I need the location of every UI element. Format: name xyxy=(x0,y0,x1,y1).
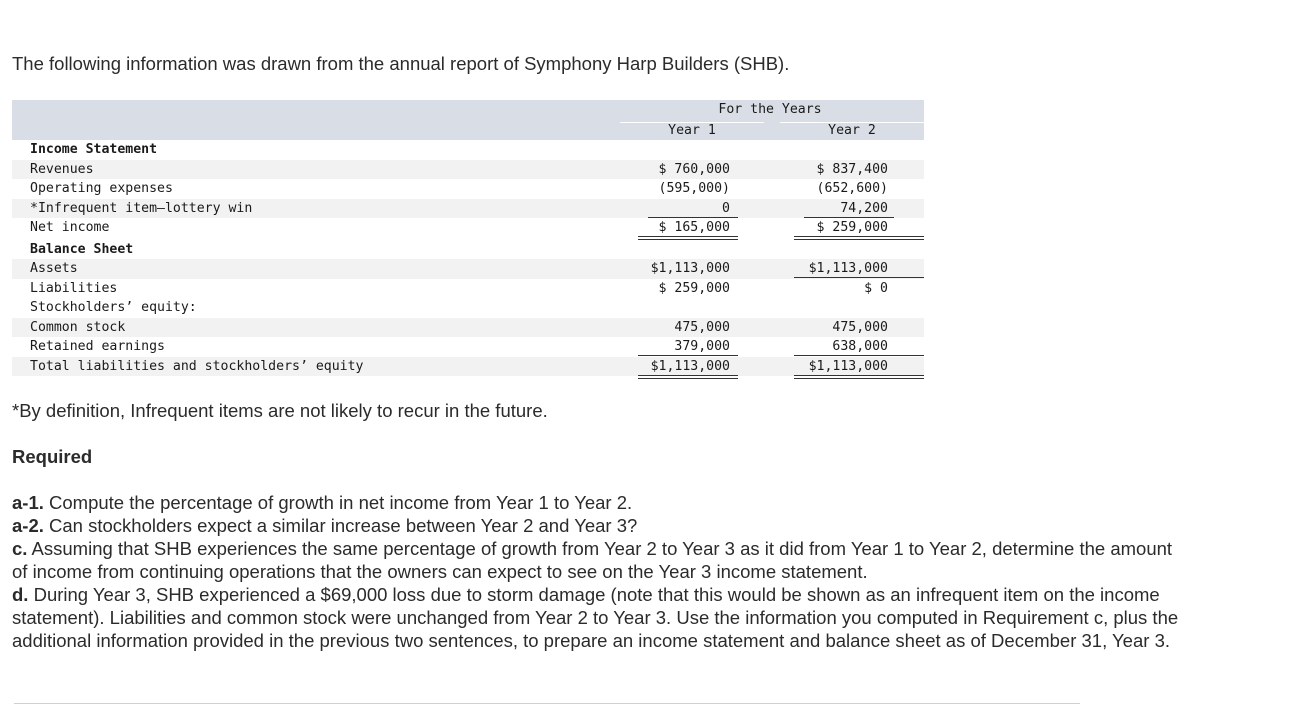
footnote: *By definition, Infrequent items are not likely to recur in the future. xyxy=(12,400,548,421)
question-a1 xyxy=(12,491,1182,514)
question-tag: a-1. xyxy=(12,492,44,513)
question-d xyxy=(12,583,1182,652)
row-label: *Infrequent item—lottery win xyxy=(30,200,253,216)
table-row xyxy=(12,279,924,299)
row-label: Assets xyxy=(30,261,78,276)
question-text: Compute the percentage of growth in net income from Year 1 to Year 2. xyxy=(43,492,633,513)
total-double-underline xyxy=(638,375,738,379)
year-1-value: 475,000 xyxy=(674,319,730,335)
row-label: Net income xyxy=(30,220,110,235)
table-row xyxy=(12,298,924,318)
row-label: Liabilities xyxy=(30,280,118,296)
year-2-value: 74,200 xyxy=(840,200,888,216)
question-list xyxy=(12,491,1182,652)
total-double-underline xyxy=(794,375,924,379)
table-row xyxy=(12,218,924,238)
year-2-value: 475,000 xyxy=(832,319,888,335)
table-row xyxy=(12,259,924,279)
year-2-value: $1,113,000 xyxy=(808,261,888,276)
table-row xyxy=(12,199,924,219)
year-2-value: $1,113,000 xyxy=(808,358,888,374)
question-tag: c. xyxy=(12,538,28,559)
question-text: During Year 3, SHB experienced a $69,000 loss due to storm damage (note that this would be shown as an infrequent item on the income statement). Liabilities and common stock were unchanged from Year 2 to Year 3. Use the information you computed in Requirement c, plus the additional information provided in the previous two sentences, to prepare an income statement and balance sheet as of December 31, Year 3. xyxy=(12,584,1179,651)
table-row xyxy=(12,337,924,357)
year-2-value: $ 259,000 xyxy=(816,220,888,235)
question-c xyxy=(12,537,1182,583)
table-row xyxy=(12,160,924,180)
intro-text: The following information was drawn from the annual report of Symphony Harp Builders (SHB). xyxy=(12,53,790,74)
year-1-value: $ 259,000 xyxy=(658,280,730,296)
year-1-value: $ 760,000 xyxy=(658,161,730,177)
year-2-value: 638,000 xyxy=(832,339,888,354)
financial-table xyxy=(12,100,924,376)
table-row xyxy=(12,140,924,160)
year-1-value: $1,113,000 xyxy=(650,261,730,276)
table-row xyxy=(12,357,924,377)
row-label: Common stock xyxy=(30,319,126,335)
table-row xyxy=(12,240,924,260)
divider xyxy=(14,703,1080,704)
year-2-value: $ 837,400 xyxy=(816,161,888,177)
row-label: Retained earnings xyxy=(30,339,165,354)
table-header xyxy=(12,100,924,140)
year-1-value: $1,113,000 xyxy=(650,358,730,374)
year-2-heading: Year 2 xyxy=(780,122,924,138)
table-row xyxy=(12,318,924,338)
year-1-value: 0 xyxy=(722,200,730,216)
year-2-value: $ 0 xyxy=(864,280,888,296)
table-row xyxy=(12,179,924,199)
required-heading: Required xyxy=(12,446,93,467)
row-label: Operating expenses xyxy=(30,181,173,196)
for-the-years-heading: For the Years xyxy=(718,102,822,117)
row-label: Revenues xyxy=(30,161,94,177)
year-2-value: (652,600) xyxy=(816,181,888,196)
question-tag: d. xyxy=(12,584,29,605)
question-text: Can stockholders expect a similar increase between Year 2 and Year 3? xyxy=(43,515,638,536)
question-a2 xyxy=(12,514,1182,537)
year-1-value: (595,000) xyxy=(658,181,730,196)
question-tag: a-2. xyxy=(12,515,44,536)
question-text: Assuming that SHB experiences the same percentage of growth from Year 2 to Year 3 as it did from Year 1 to Year 2, determine the amount of income from continuing operations that the owners can expect to see on the Year 3 income statement. xyxy=(12,538,1173,582)
year-1-value: $ 165,000 xyxy=(658,220,730,235)
year-1-value: 379,000 xyxy=(674,339,730,354)
year-1-heading: Year 1 xyxy=(620,122,764,138)
row-label: Balance Sheet xyxy=(30,241,134,257)
row-label: Income Statement xyxy=(30,142,158,157)
row-label: Total liabilities and stockholders’ equity xyxy=(30,358,364,374)
row-label: Stockholders’ equity: xyxy=(30,300,197,315)
